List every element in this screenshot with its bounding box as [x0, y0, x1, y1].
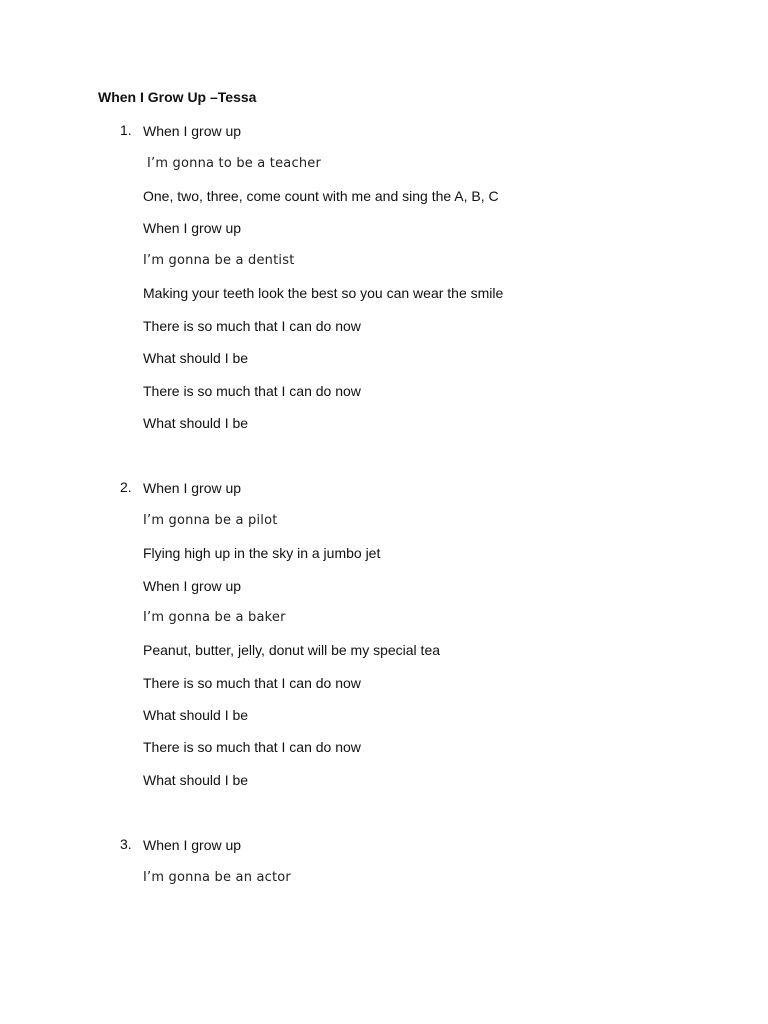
lyric-line: There is so much that I can do now [143, 383, 361, 399]
verse-number: 1. [120, 122, 132, 138]
lyric-line: When I grow up [143, 837, 242, 853]
lyric-line: There is so much that I can do now [143, 318, 361, 334]
lyric-line: Peanut, butter, jelly, donut will be my special tea [143, 642, 441, 658]
lyric-line: Making your teeth look the best so you can wear the smile [143, 285, 504, 301]
lyric-line: When I grow up [143, 123, 242, 139]
lyric-line: There is so much that I can do now [143, 739, 361, 755]
lyric-line: There is so much that I can do now [143, 675, 361, 691]
lyric-line: What should I be [143, 707, 249, 723]
lyric-line: When I grow up [143, 578, 242, 594]
lyric-line: When I grow up [143, 220, 242, 236]
lyric-line: One, two, three, come count with me and sing the A, B, C [143, 188, 499, 204]
lyric-line: I’m gonna be a dentist [143, 253, 295, 268]
verse-number: 3. [120, 836, 132, 852]
lyric-line: Flying high up in the sky in a jumbo jet [143, 545, 381, 561]
lyric-line: I’m gonna be an actor [143, 870, 291, 885]
lyric-line: When I grow up [143, 480, 242, 496]
verse-number: 2. [120, 479, 132, 495]
lyric-line: I’m gonna to be a teacher [147, 156, 321, 171]
lyric-line: I’m gonna be a pilot [143, 513, 278, 528]
lyric-line: What should I be [143, 350, 249, 366]
page-title: When I Grow Up –Tessa [98, 89, 257, 105]
lyric-line: I’m gonna be a baker [143, 610, 286, 625]
lyric-line: What should I be [143, 772, 249, 788]
lyric-line: What should I be [143, 415, 249, 431]
